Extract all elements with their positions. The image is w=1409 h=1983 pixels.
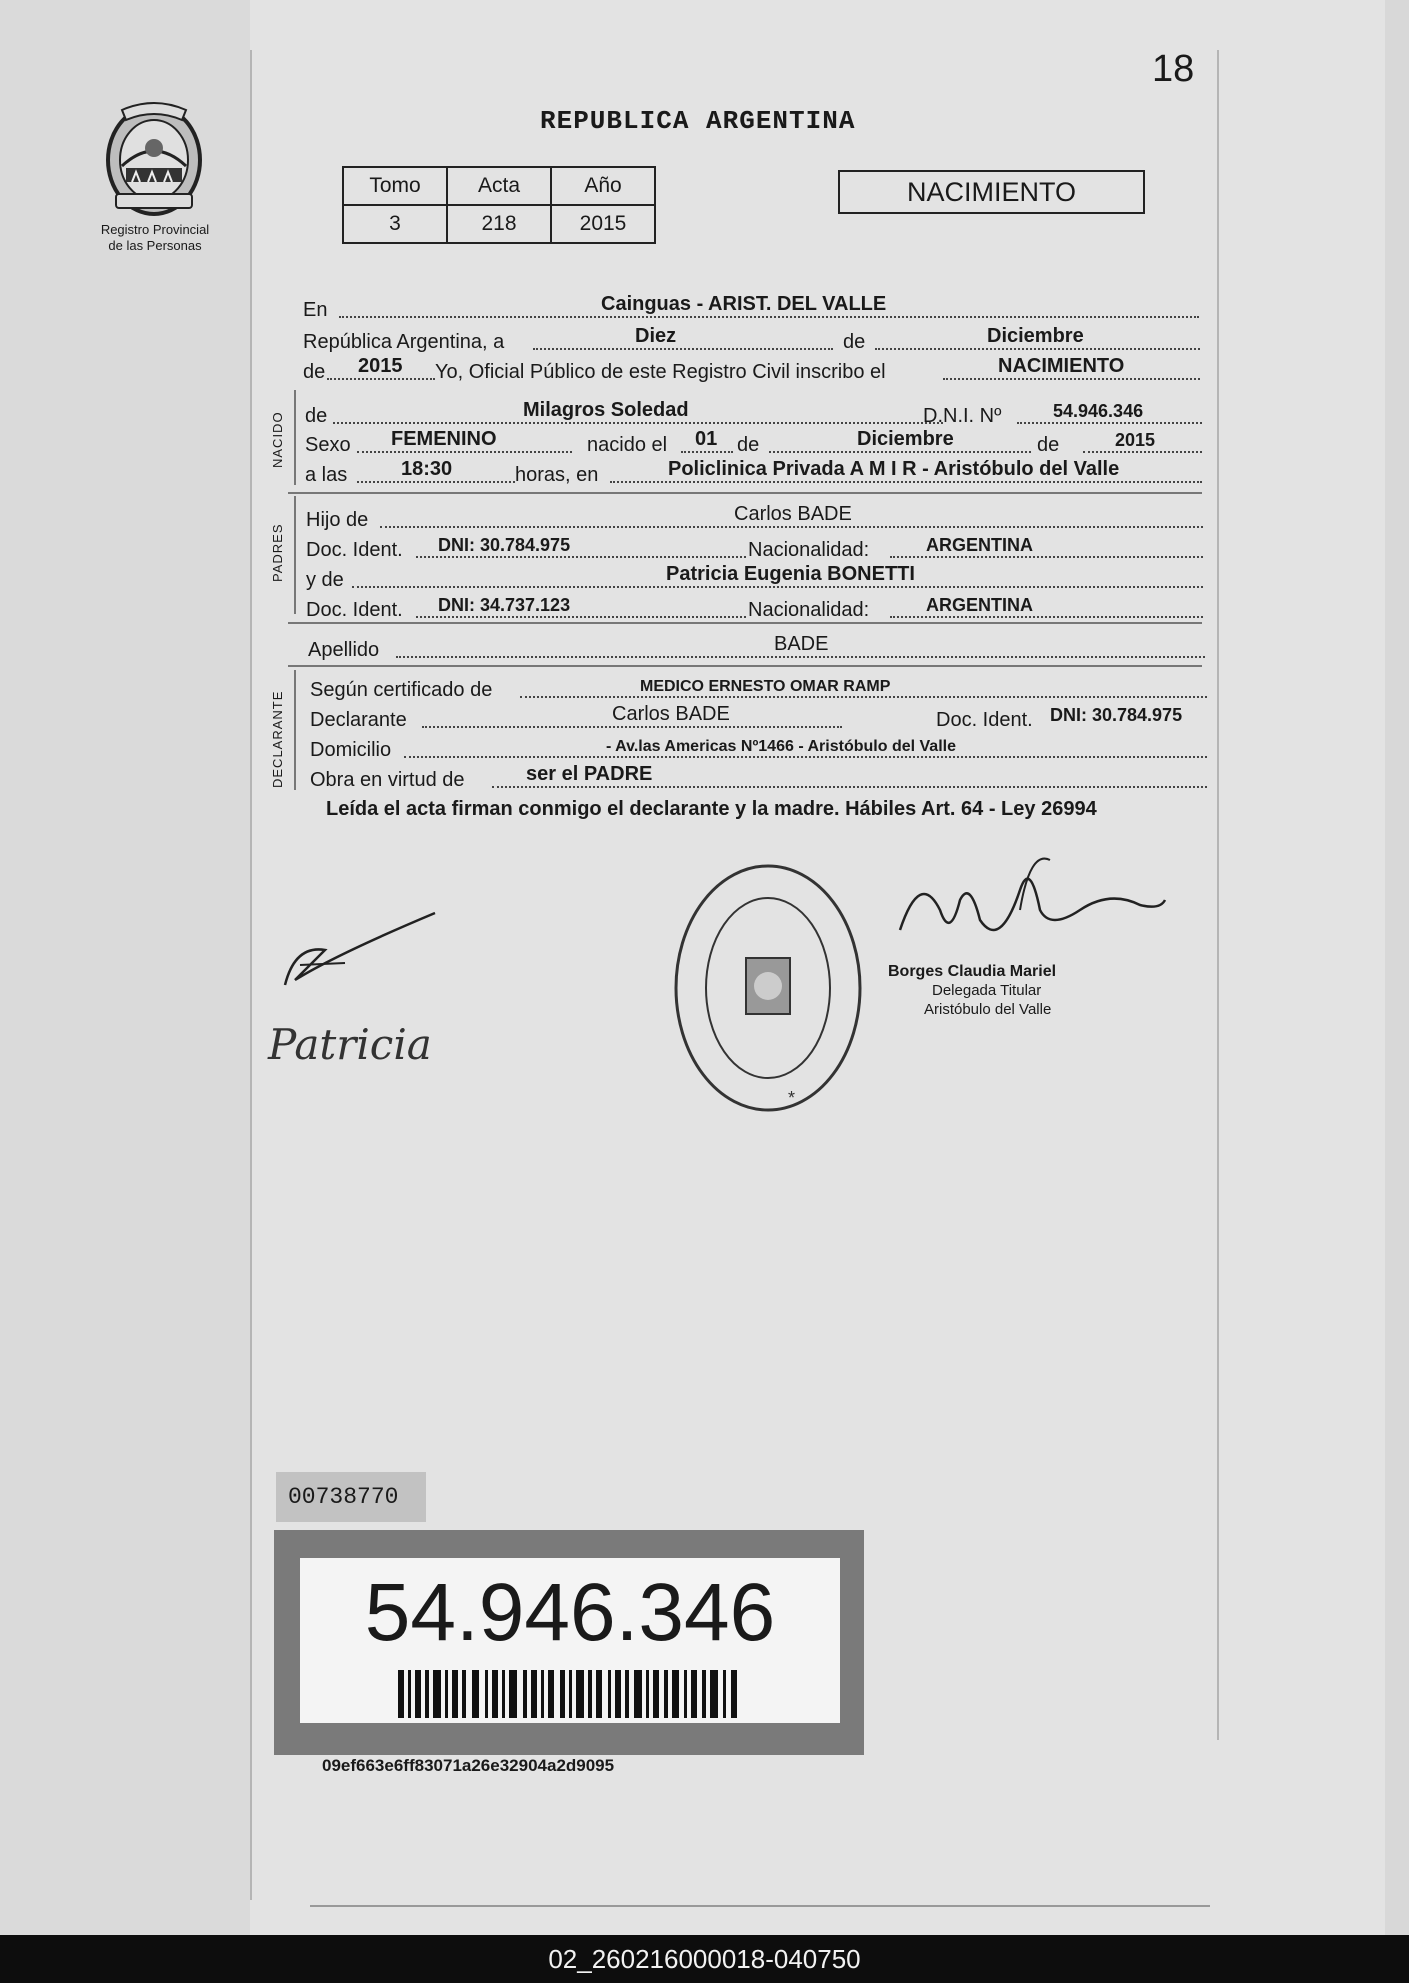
declarante-value: Carlos BADE — [612, 703, 730, 725]
en-value: Cainguas - ARIST. DEL VALLE — [601, 293, 887, 315]
document-title: REPUBLICA ARGENTINA — [540, 106, 856, 136]
rep-month-value: Diciembre — [987, 325, 1084, 347]
side-label-padres: PADRES — [270, 523, 285, 582]
father-nationality: ARGENTINA — [926, 535, 1033, 555]
right-border-line — [1217, 50, 1219, 1740]
line-hijo-de — [306, 500, 1203, 534]
registrar-place: Aristóbulo del Valle — [924, 1001, 1052, 1018]
dotted-line — [1083, 451, 1202, 453]
child-name: Milagros Soledad — [523, 399, 689, 421]
dotted-line — [357, 451, 572, 453]
dotted-line — [1017, 422, 1202, 424]
year-value: 2015 — [358, 355, 403, 377]
barcode-panel — [300, 1558, 840, 1723]
section-divider — [294, 670, 296, 790]
registry-line-1: Registro Provincial — [100, 222, 210, 237]
mother-name: Patricia Eugenia BONETTI — [666, 563, 915, 585]
registrar-signature — [880, 850, 1170, 960]
next-page-edge — [310, 1905, 1210, 1937]
reference-value-row — [343, 205, 655, 243]
section-divider — [294, 496, 296, 614]
dotted-line — [533, 348, 833, 350]
mother-nat-label: Nacionalidad: — [748, 599, 870, 621]
barcode-label — [274, 1530, 864, 1755]
side-label-nacido: NACIDO — [270, 411, 285, 468]
inscribe-value: NACIMIENTO — [998, 355, 1125, 377]
obra-value: ser el PADRE — [526, 763, 653, 785]
birth-time: 18:30 — [401, 458, 453, 480]
closing-statement: Leída el acta firman conmigo el declarante y la madre. Hábiles Art. 64 - Ley 26994 — [326, 798, 1097, 820]
dotted-line — [404, 756, 1207, 758]
province-seal-logo — [92, 96, 216, 220]
left-margin — [0, 0, 250, 1935]
nacido-el-label: nacido el — [587, 434, 668, 456]
section-separator — [288, 665, 1202, 667]
mother-doc-label: Doc. Ident. — [306, 599, 403, 621]
line-apellido — [308, 630, 1205, 664]
mother-signature: Patricia — [268, 1020, 432, 1069]
rep-de-label: de — [843, 331, 866, 353]
republica-label: República Argentina, a — [303, 331, 505, 353]
apellido-label: Apellido — [308, 639, 380, 661]
birth-day: 01 — [695, 428, 718, 450]
dotted-line — [492, 786, 1207, 788]
declarant-signature — [275, 905, 445, 995]
hijo-de-label: Hijo de — [306, 509, 369, 531]
line-certificado — [310, 670, 1207, 704]
section-separator — [288, 492, 1202, 494]
domicilio-label: Domicilio — [310, 739, 392, 761]
svg-text:*: * — [788, 1088, 796, 1108]
ref-value-tomo: 3 — [343, 205, 447, 243]
mother-nationality: ARGENTINA — [926, 595, 1033, 615]
official-seal — [668, 858, 868, 1118]
line-declarante — [310, 700, 1207, 734]
father-doc: DNI: 30.784.975 — [438, 535, 571, 555]
dotted-line — [380, 526, 1203, 528]
dotted-line — [352, 586, 1203, 588]
line-en — [303, 290, 1200, 324]
nacido-de-label: de — [305, 405, 328, 427]
ref-value-acta: 218 — [447, 205, 551, 243]
birth-month: Diciembre — [857, 428, 954, 450]
line-oficial — [303, 352, 1200, 386]
registry-line-2: de las Personas — [108, 238, 202, 253]
dotted-line — [396, 656, 1205, 658]
father-name: Carlos BADE — [734, 503, 852, 525]
domicilio-value: - Av.las Americas Nº1466 - Aristóbulo del Valle — [606, 738, 956, 755]
dotted-line — [327, 378, 435, 380]
registry-caption — [78, 222, 232, 254]
dotted-line — [769, 451, 1031, 453]
dotted-line — [357, 481, 515, 483]
dotted-line — [681, 451, 733, 453]
cert-value: MEDICO ERNESTO OMAR RAMP — [640, 678, 891, 695]
ref-header-tomo: Tomo — [343, 167, 447, 205]
barcode-number: 54.946.346 — [364, 1567, 776, 1658]
rep-day-value: Diez — [635, 325, 677, 347]
apellido-value: BADE — [774, 633, 829, 655]
obra-label: Obra en virtud de — [310, 769, 465, 791]
horas-label: horas, en — [515, 464, 599, 486]
dni-label: D.N.I. Nº — [923, 405, 1002, 427]
birth-de1-label: de — [737, 434, 760, 456]
child-dni: 54.946.346 — [1053, 401, 1144, 421]
line-hora-lugar — [305, 455, 1202, 489]
reference-table — [342, 166, 656, 244]
scan-footer-id: 02_260216000018-040750 — [0, 1935, 1409, 1983]
declarante-label: Declarante — [310, 709, 407, 731]
control-number: 00738770 — [276, 1472, 426, 1522]
birth-place: Policlinica Privada A M I R - Aristóbulo del Valle — [668, 458, 1120, 480]
father-doc-label: Doc. Ident. — [306, 539, 403, 561]
birth-de2-label: de — [1037, 434, 1060, 456]
oficial-text: Yo, Oficial Público de este Registro Civil inscribo el — [435, 361, 886, 383]
registrar-name: Borges Claudia Mariel — [888, 963, 1057, 980]
declarante-doc: DNI: 30.784.975 — [1050, 705, 1183, 725]
a-las-label: a las — [305, 464, 348, 486]
registrar-signature-block — [888, 962, 1056, 1019]
dotted-line — [875, 348, 1200, 350]
ref-header-acta: Acta — [447, 167, 551, 205]
barcode-icon — [398, 1670, 743, 1718]
left-border-line — [250, 50, 252, 1900]
page-number: 18 — [1152, 48, 1195, 90]
dotted-line — [416, 556, 746, 558]
line-sexo — [305, 425, 1202, 459]
dotted-line — [890, 616, 1203, 618]
dotted-line — [422, 726, 842, 728]
declarante-doc-label: Doc. Ident. — [936, 709, 1033, 731]
registrar-role: Delegada Titular — [932, 982, 1042, 999]
line-y-de — [306, 560, 1203, 594]
line-mother-doc — [306, 590, 1203, 624]
dotted-line — [943, 378, 1200, 380]
cert-label: Según certificado de — [310, 679, 493, 701]
en-label: En — [303, 299, 328, 321]
line-domicilio — [310, 730, 1207, 764]
de-label: de — [303, 361, 326, 383]
reference-header-row — [343, 167, 655, 205]
mother-doc: DNI: 34.737.123 — [438, 595, 571, 615]
dotted-line — [520, 696, 1207, 698]
line-republica — [303, 322, 1200, 356]
dotted-line — [339, 316, 1199, 318]
birth-year: 2015 — [1115, 430, 1156, 450]
document-hash: 09ef663e6ff83071a26e32904a2d9095 — [322, 1756, 615, 1775]
sexo-value: FEMENINO — [391, 428, 497, 450]
act-type-box: NACIMIENTO — [838, 170, 1145, 214]
dotted-line — [890, 556, 1203, 558]
dotted-line — [416, 616, 746, 618]
ref-header-anio: Año — [551, 167, 655, 205]
y-de-label: y de — [306, 569, 344, 591]
line-father-doc — [306, 530, 1203, 564]
side-label-declarante: DECLARANTE — [270, 690, 285, 788]
father-nat-label: Nacionalidad: — [748, 539, 870, 561]
section-divider — [294, 390, 296, 485]
line-obra — [310, 760, 1207, 794]
dotted-line — [610, 481, 1202, 483]
sexo-label: Sexo — [305, 434, 351, 456]
section-separator — [288, 622, 1202, 624]
ref-value-anio: 2015 — [551, 205, 655, 243]
dotted-line — [333, 422, 943, 424]
